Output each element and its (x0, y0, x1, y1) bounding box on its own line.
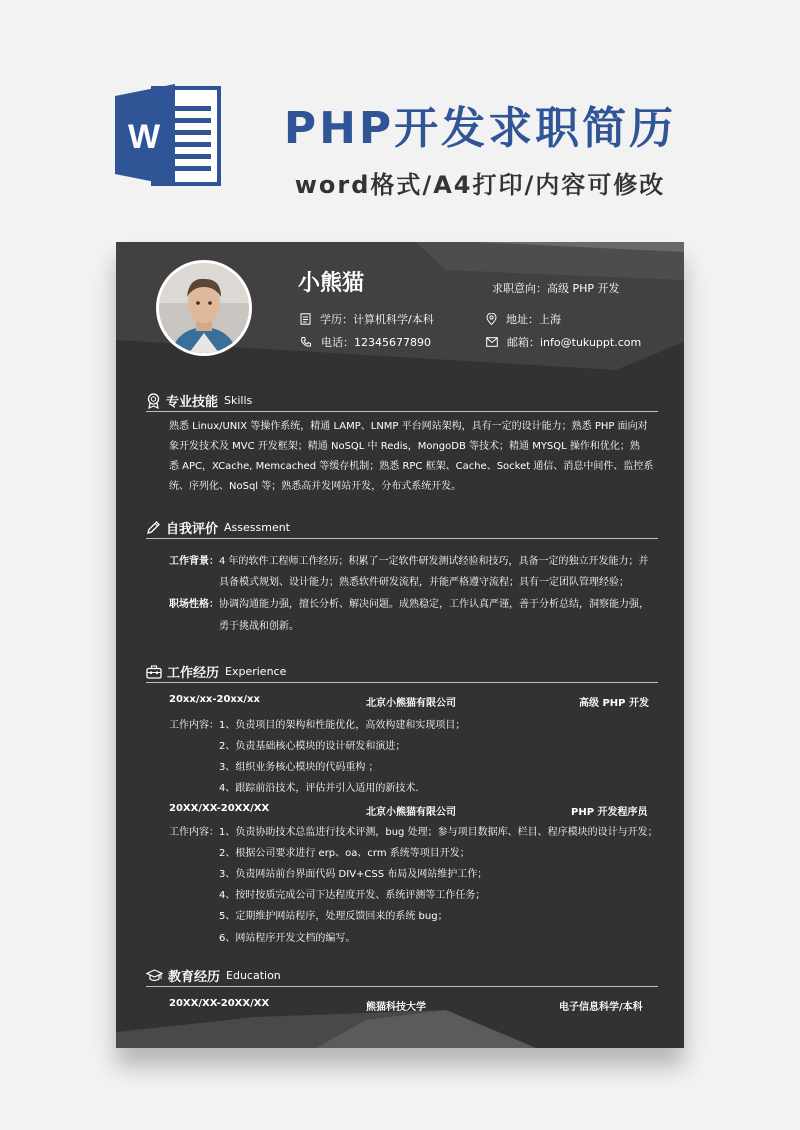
personality-label: 职场性格： (169, 599, 219, 610)
section-subtitle: Skills (224, 394, 253, 407)
education-info (300, 311, 434, 327)
banner-title: PHP开发求职简历 (283, 103, 677, 154)
award-ribbon-icon (146, 393, 161, 409)
email-info (486, 334, 641, 350)
section-experience-header (146, 661, 658, 683)
address-info (486, 311, 561, 327)
section-skills-header (146, 390, 658, 412)
avatar (156, 260, 252, 356)
job-duty: 6、网站程序开发文档的编写。 (219, 933, 356, 944)
job-content-label: 工作内容： (169, 827, 219, 838)
job-intent: 求职意向：高级 PHP 开发 (492, 282, 620, 295)
section-subtitle: Experience (225, 665, 287, 678)
job-row (169, 694, 649, 714)
job-row (169, 803, 649, 823)
resume-sheet (116, 242, 684, 1048)
section-assessment-header (146, 517, 658, 539)
skills-text (169, 417, 655, 497)
graduation-cap-icon (146, 969, 163, 983)
job-role: 高级 PHP 开发 (579, 698, 649, 709)
education-text: 学历：计算机科学/本科 (320, 313, 434, 326)
job-duty: 5、定期维护网站程序，处理反馈回来的系统 bug； (219, 911, 448, 922)
section-title: 自我评价 (166, 522, 219, 537)
job-company: 北京小熊猫有限公司 (366, 807, 456, 818)
personality-text: 勇于挑战和创新。 (219, 621, 299, 632)
job-duty: 4、跟踪前沿技术，评估并引入适用的新技术. (219, 783, 419, 794)
work-background-text: 4 年的软件工程师工作经历；积累了一定软件研发测试经验和技巧，具备一定的独立开发能力；并 (219, 556, 649, 567)
education-row (169, 998, 649, 1018)
education-school: 熊猫科技大学 (366, 1002, 426, 1013)
job-date: 20XX/XX-20XX/XX (169, 803, 270, 814)
mail-icon (486, 337, 498, 347)
job-duty: 1、负责项目的架构和性能优化，高效构建和实现项目； (219, 720, 466, 731)
header-decoration (116, 242, 684, 1048)
svg-text:W: W (127, 118, 161, 156)
section-subtitle: Assessment (224, 521, 290, 534)
skills-line: 悉 APC，XCache, Memcached 等缓存机制；熟悉 RPC 框架、Cache、Socket 通信、消息中间件、监控系 (169, 461, 654, 472)
job-duty: 1、负责协助技术总监进行技术评测，bug 处理；参与项目数据库、栏目、程序模块的设计与开发； (219, 827, 658, 838)
section-title: 工作经历 (167, 666, 220, 681)
word-doc-icon (115, 80, 225, 190)
job-duty: 4、按时按质完成公司下达程度开发、系统评测等工作任务； (219, 890, 486, 901)
job-duty: 3、组织业务核心模块的代码重构 ； (219, 762, 379, 773)
banner-subtitle: word格式/A4打印/内容可修改 (294, 171, 666, 199)
section-education-header (146, 965, 658, 987)
skills-line: 象开发技术及 MVC 开发框架；精通 NoSQL 中 Redis，MongoDB 等技术；精通 MYSQL 操作和优化；熟 (169, 441, 640, 452)
skills-line: 熟悉 Linux/UNIX 等操作系统，精通 LAMP、LNMP 平台网站架构，具有一定的设计能力；熟悉 PHP 面向对 (169, 421, 648, 432)
work-background-label: 工作背景： (169, 556, 219, 567)
section-subtitle: Education (226, 969, 281, 982)
briefcase-icon (146, 665, 162, 679)
education-date: 20XX/XX-20XX/XX (169, 998, 270, 1009)
job-role: PHP 开发程序员 (571, 807, 648, 818)
pencil-icon (146, 520, 161, 535)
job-duty: 2、根据公司要求进行 erp、oa、crm 系统等项目开发； (219, 848, 470, 859)
job-duty: 2、负责基础核心模块的设计研发和演进； (219, 741, 406, 752)
job-company: 北京小熊猫有限公司 (366, 698, 456, 709)
phone-info (300, 334, 431, 350)
job-duty: 3、负责网站前台界面代码 DIV+CSS 布局及网站维护工作； (219, 869, 488, 880)
address-text: 地址：上海 (506, 313, 561, 326)
document-icon (300, 313, 311, 325)
education-major: 电子信息科学/本科 (559, 1002, 643, 1013)
section-title: 教育经历 (168, 970, 221, 985)
email-text: 邮箱：info@tukuppt.com (507, 336, 642, 349)
location-pin-icon (486, 313, 497, 325)
work-background-text: 具备模式规划、设计能力；熟悉软件研发流程，并能严格遵守流程；具有一定团队管理经验； (219, 577, 629, 588)
personality-text: 协调沟通能力强，擅长分析、解决问题。成熟稳定，工作认真严谨，善于分析总结，洞察能力强， (219, 599, 649, 610)
phone-text: 电话：12345677890 (321, 336, 431, 349)
job-date: 20xx/xx-20xx/xx (169, 694, 260, 705)
phone-icon (300, 336, 312, 348)
section-title: 专业技能 (166, 395, 219, 410)
skills-line: 统、序列化、NoSql 等；熟悉高并发网站开发，分布式系统开发。 (169, 481, 462, 492)
candidate-name: 小熊猫 (298, 271, 365, 296)
job-content-label: 工作内容： (169, 720, 219, 731)
